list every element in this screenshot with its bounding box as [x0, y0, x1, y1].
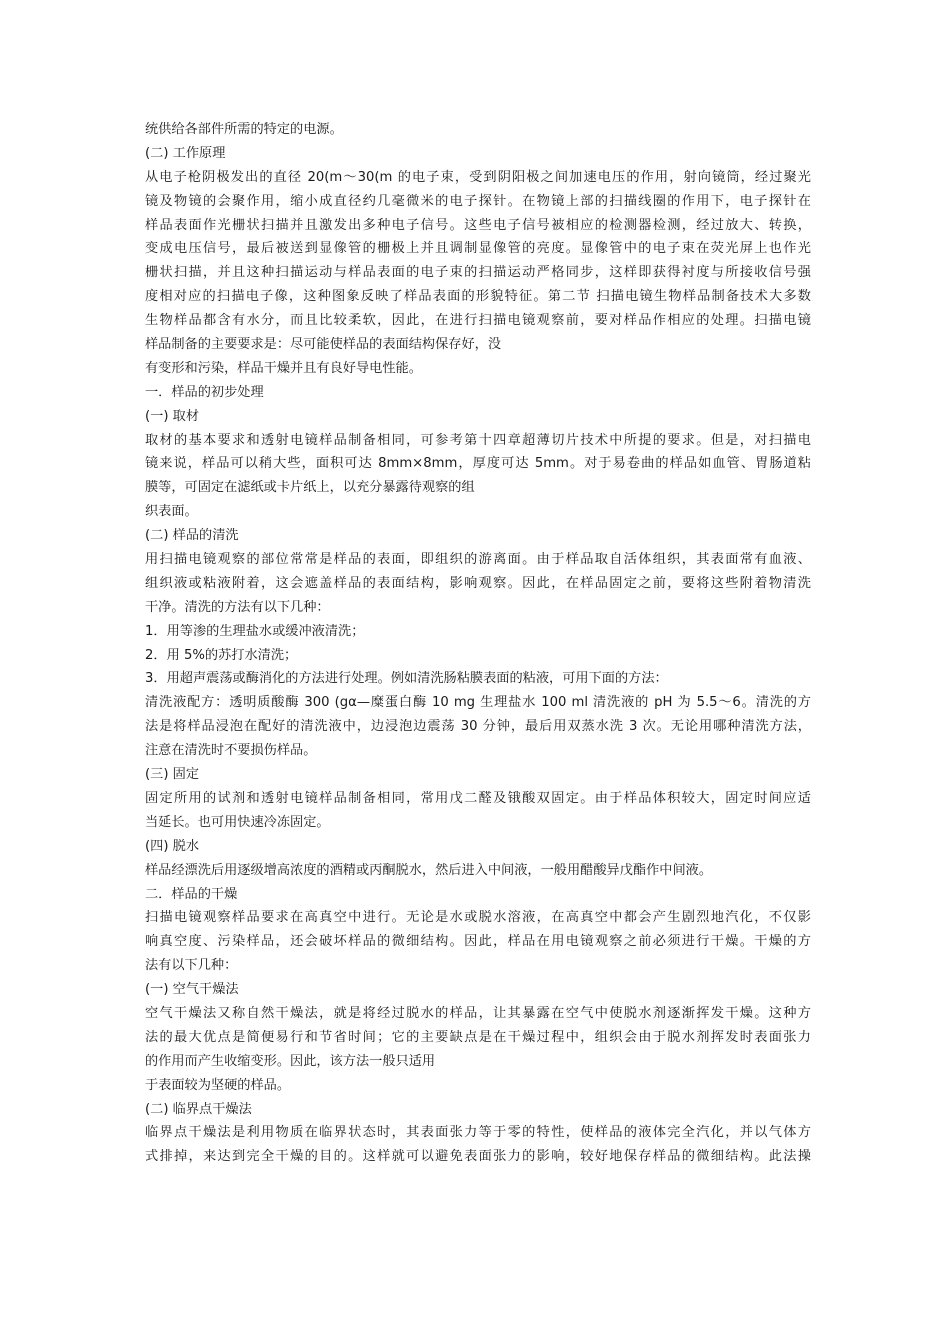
section-heading: (三) 固定 [145, 767, 200, 783]
text-line: 清洗液配方：透明质酸酶 300 (gα—糜蛋白酶 10 mg 生理盐水 100 ml 清洗液的 pH 为 5.5～6。清洗的方 [145, 695, 811, 711]
text-line: 式排掉，来达到完全干燥的目的。这样就可以避免表面张力的影响，较好地保存样品的微细结构。此法操 [145, 1149, 811, 1165]
text-line: 样品经漂洗后用逐级增高浓度的酒精或丙酮脱水，然后进入中间液，一般用醋酸异戊酯作中间液。 [145, 862, 713, 878]
text-line: 生物样品都含有水分，而且比较柔软，因此，在进行扫描电镜观察前，要对样品作相应的处理。扫描电镜 [145, 313, 811, 329]
list-item: 3．用超声震荡或酶消化的方法进行处理。例如清洗肠粘膜表面的粘液，可用下面的方法： [145, 671, 668, 687]
text-line: 组织液或粘液附着，这会遮盖样品的表面结构，影响观察。因此，在样品固定之前，要将这些附着物清洗 [145, 575, 811, 591]
text-line: 度相对应的扫描电子像，这种图象反映了样品表面的形貌特征。第二节 扫描电镜生物样品制备技术大多数 [145, 289, 811, 305]
list-item: 1．用等渗的生理盐水或缓冲液清洗； [145, 623, 365, 639]
text-line: 固定所用的试剂和透射电镜样品制备相同，常用戊二醛及锇酸双固定。由于样品体积较大，固定时间应适 [145, 790, 811, 806]
document-page [145, 118, 811, 1169]
text-line: 统供给各部件所需的特定的电源。 [145, 122, 343, 137]
text-line: 扫描电镜观察样品要求在高真空中进行。无论是水或脱水溶液，在高真空中都会产生剧烈地汽化，不仅影 [145, 910, 811, 926]
section-heading: (一) 空气干燥法 [145, 982, 239, 998]
text-line: 空气干燥法又称自然干燥法，就是将经过脱水的样品，让其暴露在空气中使脱水剂逐渐挥发干燥。这种方 [145, 1005, 811, 1021]
text-line: 栅状扫描，并且这种扫描运动与样品表面的电子束的扫描运动严格同步，这样即获得衬度与所接收信号强 [145, 265, 811, 281]
section-heading: 二．样品的干燥 [145, 886, 238, 902]
text-line: 法的最大优点是简便易行和节省时间；它的主要缺点是在干燥过程中，组织会由于脱水剂挥发时表面张力 [145, 1029, 811, 1045]
text-line: 膜等，可固定在滤纸或卡片纸上，以充分暴露待观察的组 [145, 480, 475, 496]
text-line: 取材的基本要求和透射电镜样品制备相同，可参考第十四章超薄切片技术中所提的要求。但是，对扫描电 [145, 432, 811, 448]
text-line: 样品表面作光栅状扫描并且激发出多种电子信号。这些电子信号被相应的检测器检测，经过放大、转换， [145, 217, 811, 233]
text-line: 变成电压信号，最后被送到显像管的栅极上并且调制显像管的亮度。显像管中的电子束在荧光屏上也作光 [145, 241, 811, 257]
text-line: 于表面较为坚硬的样品。 [145, 1077, 291, 1093]
text-line: 样品制备的主要要求是：尽可能使样品的表面结构保存好，没 [145, 337, 502, 353]
text-line: 干净。清洗的方法有以下几种： [145, 599, 330, 615]
section-heading: (二) 临界点干燥法 [145, 1101, 252, 1117]
text-line: 织表面。 [145, 504, 198, 520]
text-line: 当延长。也可用快速冷冻固定。 [145, 814, 330, 830]
text-line: 法是将样品浸泡在配好的清洗液中，边浸泡边震荡 30 分钟，最后用双蒸水洗 3 次。无论用哪种清洗方法， [145, 719, 811, 735]
section-heading: (二) 工作原理 [145, 145, 226, 161]
text-line: 临界点干燥法是利用物质在临界状态时，其表面张力等于零的特性，使样品的液体完全汽化，并以气体方 [145, 1125, 811, 1141]
text-line: 镜及物镜的会聚作用，缩小成直径约几毫微米的电子探针。在物镜上部的扫描线圈的作用下，电子探针在 [145, 193, 811, 209]
text-line: 法有以下几种： [145, 958, 238, 974]
section-heading: (二) 样品的清洗 [145, 528, 239, 544]
text-line: 有变形和污染，样品干燥并且有良好导电性能。 [145, 360, 422, 376]
text-line: 从电子枪阴极发出的直径 20(m～30(m 的电子束，受到阴阳极之间加速电压的作用，射向镜筒，经过聚光 [145, 169, 811, 185]
text-line: 镜来说，样品可以稍大些，面积可达 8mm×8mm，厚度可达 5mm。对于易卷曲的样品如血管、胃肠道粘 [145, 456, 811, 472]
text-line: 响真空度、污染样品，还会破坏样品的微细结构。因此，样品在用电镜观察之前必须进行干燥。干燥的方 [145, 934, 811, 950]
section-heading: (一) 取材 [145, 408, 200, 424]
text-line: 用扫描电镜观察的部位常常是样品的表面，即组织的游离面。由于样品取自活体组织，其表面常有血液、 [145, 552, 811, 568]
text-line: 的作用而产生收缩变形。因此，该方法一般只适用 [145, 1053, 436, 1069]
text-line: 注意在清洗时不要损伤样品。 [145, 743, 317, 759]
section-heading: (四) 脱水 [145, 838, 200, 854]
list-item: 2．用 5%的苏打水清洗； [145, 647, 298, 663]
section-heading: 一．样品的初步处理 [145, 384, 264, 400]
